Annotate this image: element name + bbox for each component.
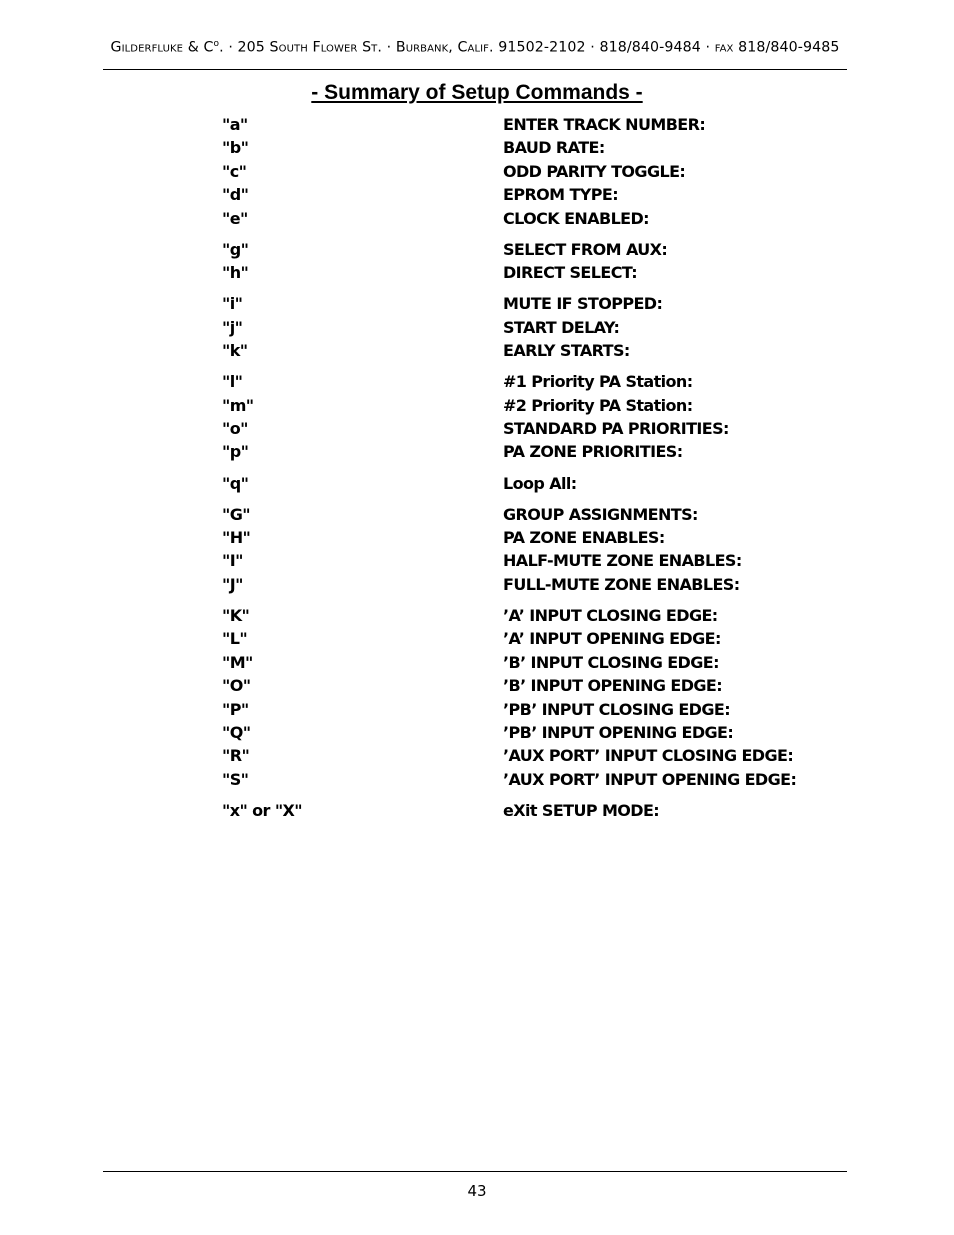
page-number: 43: [467, 1182, 487, 1200]
command-description: ’PB’ INPUT CLOSING EDGE:: [503, 700, 731, 719]
command-description: ’A’ INPUT OPENING EDGE:: [503, 629, 721, 648]
header-separator: ·: [585, 39, 600, 56]
command-key: "J": [222, 575, 243, 594]
command-key: "j": [222, 318, 243, 337]
command-description: EPROM TYPE:: [503, 185, 619, 204]
command-key: "G": [222, 505, 251, 524]
command-key: "S": [222, 770, 249, 789]
command-description: PA ZONE ENABLES:: [503, 528, 665, 547]
command-key: "c": [222, 162, 247, 181]
command-description: CLOCK ENABLED:: [503, 209, 649, 228]
command-description: BAUD RATE:: [503, 138, 605, 157]
command-key: "M": [222, 653, 253, 672]
command-description: FULL-MUTE ZONE ENABLES:: [503, 575, 740, 594]
page-header: [103, 39, 847, 56]
command-description: ’A’ INPUT CLOSING EDGE:: [503, 606, 718, 625]
header-company: Gilderfluke & C: [110, 39, 214, 56]
command-description: ENTER TRACK NUMBER:: [503, 115, 706, 134]
command-key: "e": [222, 209, 248, 228]
command-key: "R": [222, 746, 250, 765]
command-key: "k": [222, 341, 248, 360]
command-description: #2 Priority PA Station:: [503, 396, 693, 415]
command-description: START DELAY:: [503, 318, 620, 337]
header-fax: 818/840-9485: [738, 39, 840, 56]
header-company-sup: o: [213, 39, 220, 49]
command-description: EARLY STARTS:: [503, 341, 630, 360]
header-separator: ·: [700, 39, 715, 56]
command-description: ’PB’ INPUT OPENING EDGE:: [503, 723, 734, 742]
command-key: "b": [222, 138, 249, 157]
command-description: GROUP ASSIGNMENTS:: [503, 505, 698, 524]
command-key: "q": [222, 474, 249, 493]
command-key: "a": [222, 115, 248, 134]
command-key: "m": [222, 396, 254, 415]
command-description: ’B’ INPUT OPENING EDGE:: [503, 676, 723, 695]
command-description: ’AUX PORT’ INPUT CLOSING EDGE:: [503, 746, 794, 765]
command-description: PA ZONE PRIORITIES:: [503, 442, 683, 461]
command-description: #1 Priority PA Station:: [503, 372, 693, 391]
header-phone: 818/840-9484: [599, 39, 701, 56]
command-key: "Q": [222, 723, 251, 742]
command-key: "x" or "X": [222, 801, 303, 820]
command-key: "H": [222, 528, 251, 547]
command-key: "o": [222, 419, 248, 438]
command-description: DIRECT SELECT:: [503, 263, 638, 282]
command-key: "g": [222, 240, 249, 259]
command-description: ODD PARITY TOGGLE:: [503, 162, 686, 181]
header-fax-label: fax: [714, 39, 734, 56]
header-separator: ·: [382, 39, 396, 56]
command-key: "p": [222, 442, 249, 461]
command-key: "i": [222, 294, 243, 313]
header-divider: [103, 69, 847, 70]
page-title: - Summary of Setup Commands -: [311, 81, 643, 104]
command-description: SELECT FROM AUX:: [503, 240, 668, 259]
command-description: STANDARD PA PRIORITIES:: [503, 419, 729, 438]
command-key: "l": [222, 372, 243, 391]
command-key: "O": [222, 676, 251, 695]
command-key: "P": [222, 700, 249, 719]
command-key: "K": [222, 606, 250, 625]
command-description: ’B’ INPUT CLOSING EDGE:: [503, 653, 719, 672]
command-description: ’AUX PORT’ INPUT OPENING EDGE:: [503, 770, 797, 789]
header-street: 205 South Flower St.: [237, 39, 383, 56]
command-key: "h": [222, 263, 249, 282]
command-key: "d": [222, 185, 249, 204]
command-description: MUTE IF STOPPED:: [503, 294, 663, 313]
header-separator: . ·: [219, 39, 238, 56]
command-description: HALF-MUTE ZONE ENABLES:: [503, 551, 742, 570]
command-key: "L": [222, 629, 248, 648]
command-description: Loop All:: [503, 474, 577, 493]
footer-divider: [103, 1171, 847, 1172]
command-description: eXit SETUP MODE:: [503, 801, 660, 820]
header-city: Burbank, Calif. 91502-2102: [395, 39, 586, 56]
command-key: "I": [222, 551, 243, 570]
